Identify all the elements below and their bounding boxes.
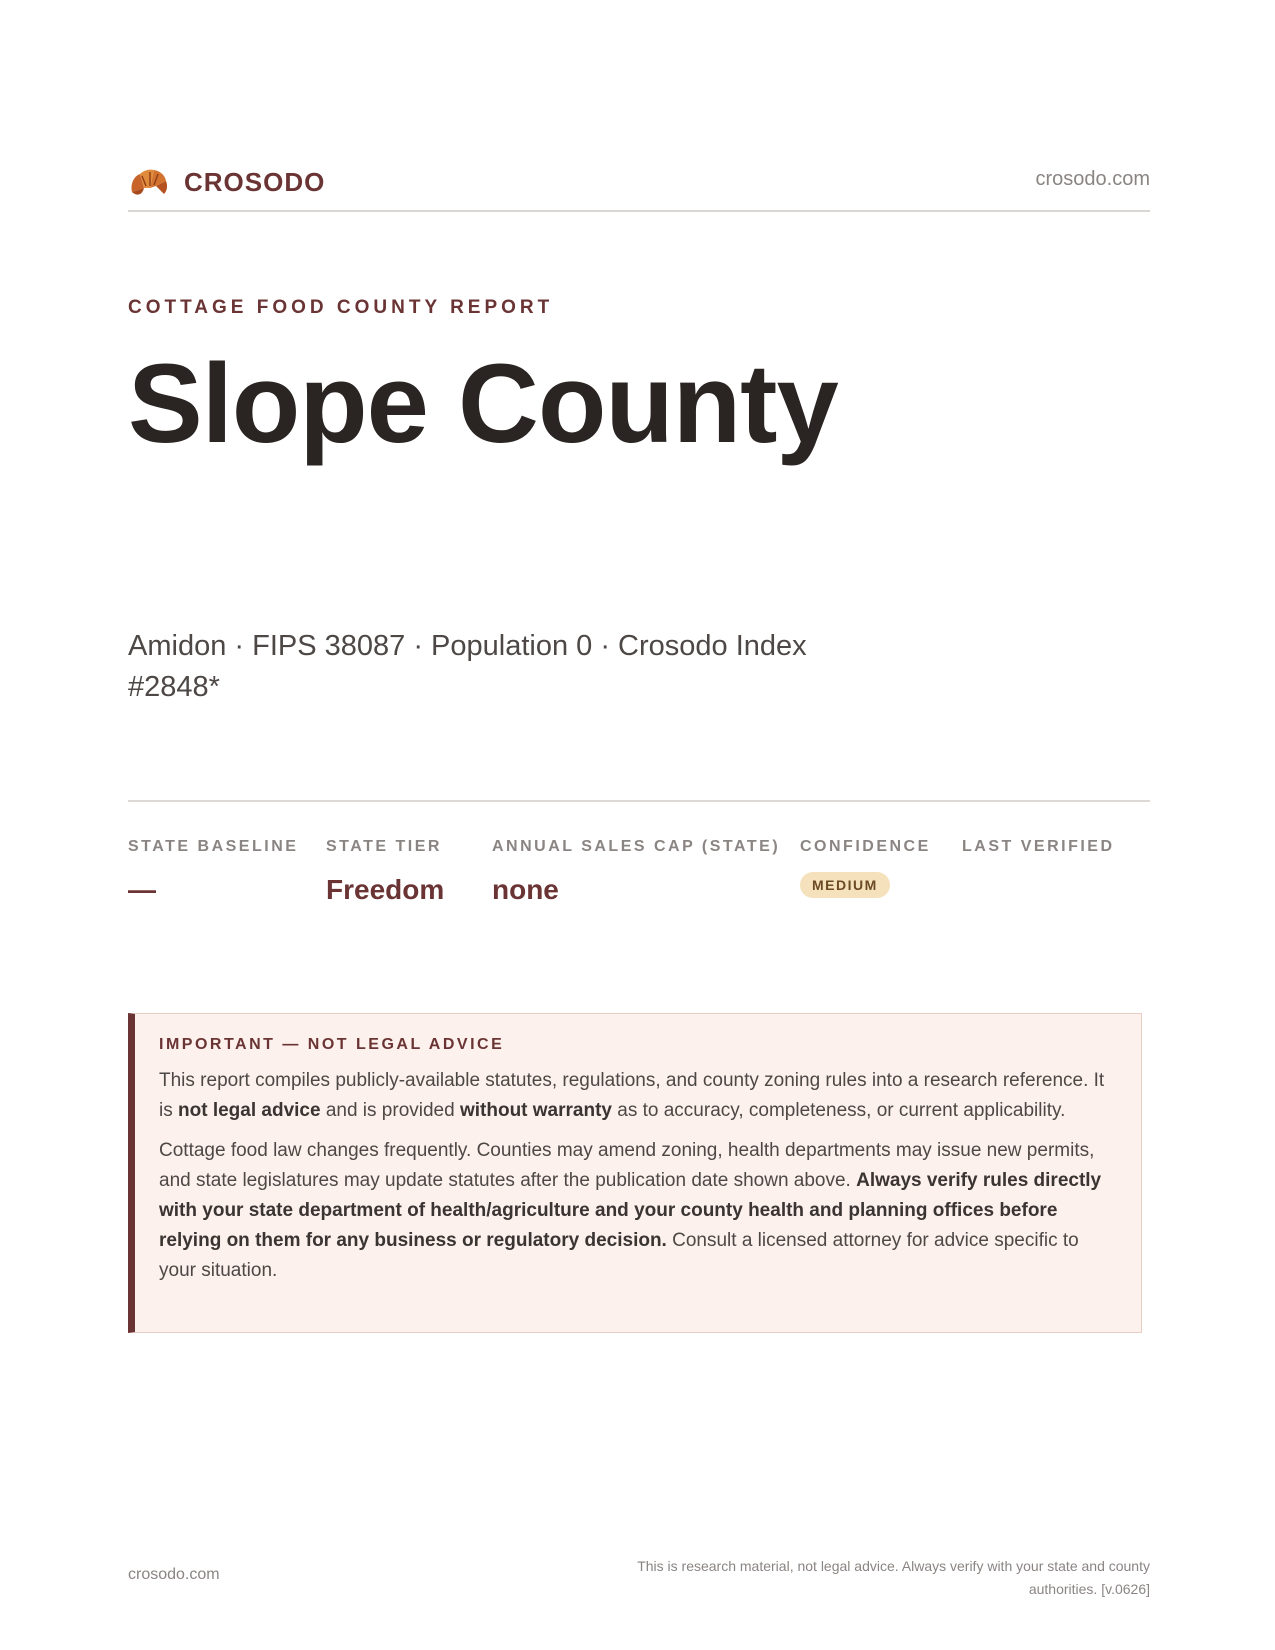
header-divider [128, 210, 1150, 212]
stat-state-baseline [128, 838, 298, 906]
brand-name: CROSODO [184, 166, 326, 197]
notice-paragraph-1: This report compiles publicly-available statutes, regulations, and county zoning rules into a research reference. It is not legal advice and is provided without warranty as to accuracy, completeness, or current applicability. [159, 1070, 1105, 1121]
stat-label: ANNUAL SALES CAP (STATE) [492, 838, 781, 855]
stat-label: LAST VERIFIED [962, 838, 1115, 855]
confidence-badge: MEDIUM [800, 872, 890, 898]
report-page [128, 0, 1150, 1650]
stat-value: — [128, 874, 156, 905]
stat-last-verified [962, 838, 1115, 874]
site-url[interactable]: crosodo.com [1035, 168, 1150, 190]
page-header [128, 158, 1150, 210]
footer-disclaimer: This is research material, not legal advice. Always verify with your state and county authorities. [v.0626] [637, 1558, 1150, 1597]
stat-state-tier [326, 838, 444, 906]
stat-value: none [492, 874, 559, 905]
stat-confidence [800, 838, 931, 898]
footer-site-url[interactable]: crosodo.com [128, 1566, 220, 1583]
stat-annual-sales-cap [492, 838, 780, 906]
section-divider [128, 800, 1150, 802]
stats-row [128, 838, 1150, 918]
croissant-icon [128, 162, 170, 202]
notice-paragraph-2: Cottage food law changes frequently. Counties may amend zoning, health departments may issue new permits, and state legislatures may update statutes after the publication date shown above. Always verify rules directly with your state department of health/agriculture and your county health and planning offices before relying on them for any business or regulatory decision. Consult a licensed attorney for advice specific to your situation. [159, 1140, 1102, 1281]
report-kicker: COTTAGE FOOD COUNTY REPORT [128, 297, 554, 318]
stat-value: Freedom [326, 874, 445, 905]
notice-title: IMPORTANT — NOT LEGAL ADVICE [159, 1036, 505, 1053]
stat-label: STATE BASELINE [128, 838, 299, 855]
brand [128, 162, 325, 202]
stat-label: STATE TIER [326, 838, 442, 855]
stat-label: CONFIDENCE [800, 838, 931, 855]
county-summary: Amidon · FIPS 38087 · Population 0 · Crosodo Index #2848* [128, 630, 807, 703]
page-title: Slope County [128, 341, 838, 466]
legal-notice [128, 1013, 1142, 1333]
